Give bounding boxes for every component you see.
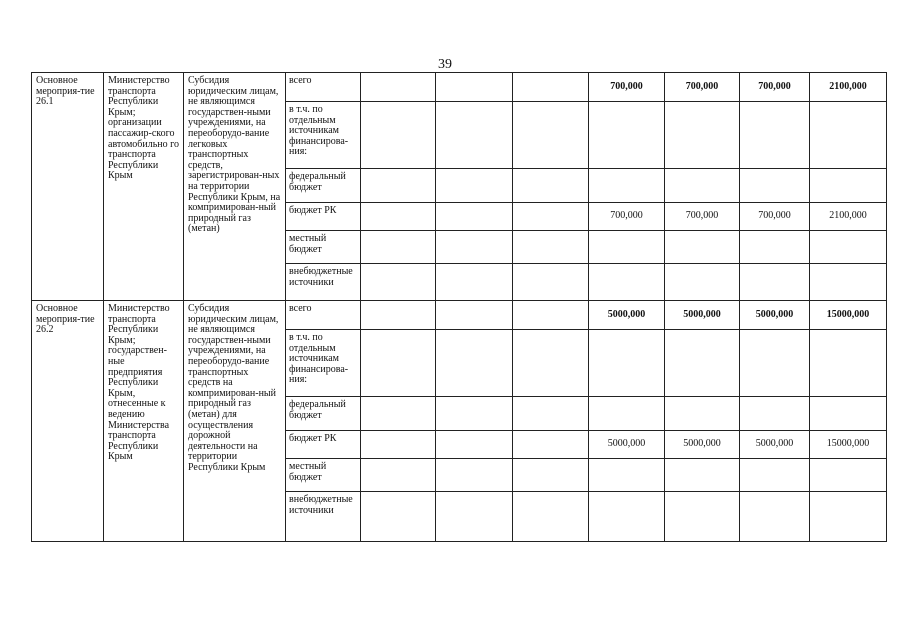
- empty-cell: [513, 459, 589, 492]
- empty-cell: [436, 264, 513, 301]
- empty-cell: [361, 264, 436, 301]
- year-value-cell: [740, 264, 810, 301]
- year-value-cell: [589, 231, 665, 264]
- empty-cell: [436, 459, 513, 492]
- year-value-cell: 700,000: [665, 203, 740, 231]
- empty-cell: [513, 330, 589, 397]
- year-value-cell: [589, 397, 665, 431]
- year-value-cell: 5000,000: [740, 301, 810, 330]
- year-value-cell: [665, 102, 740, 169]
- funding-source-cell: федеральный бюджет: [286, 397, 361, 431]
- empty-cell: [436, 301, 513, 330]
- total-value-cell: [810, 330, 887, 397]
- empty-cell: [513, 73, 589, 102]
- year-value-cell: [665, 169, 740, 203]
- year-value-cell: [665, 459, 740, 492]
- year-value-cell: [740, 397, 810, 431]
- total-value-cell: [810, 102, 887, 169]
- empty-cell: [436, 492, 513, 542]
- year-value-cell: [740, 330, 810, 397]
- total-value-cell: [810, 459, 887, 492]
- table-row: [32, 73, 887, 102]
- year-value-cell: [665, 264, 740, 301]
- empty-cell: [513, 169, 589, 203]
- year-value-cell: [740, 102, 810, 169]
- funding-source-cell: всего: [286, 73, 361, 102]
- empty-cell: [436, 397, 513, 431]
- empty-cell: [513, 431, 589, 459]
- year-value-cell: 700,000: [589, 203, 665, 231]
- table-body: [32, 73, 887, 542]
- funding-source-cell: местный бюджет: [286, 231, 361, 264]
- total-value-cell: 15000,000: [810, 431, 887, 459]
- empty-cell: [361, 73, 436, 102]
- funding-source-cell: федеральный бюджет: [286, 169, 361, 203]
- empty-cell: [361, 330, 436, 397]
- budget-table: [31, 72, 887, 542]
- executor-cell: Министерство транспорта Республики Крым; государствен-ные предприятия Республики Крым, отнесенные к ведению Министерства транспорта Республики Крым: [104, 301, 184, 542]
- empty-cell: [513, 264, 589, 301]
- empty-cell: [436, 231, 513, 264]
- empty-cell: [436, 203, 513, 231]
- empty-cell: [513, 102, 589, 169]
- empty-cell: [513, 203, 589, 231]
- empty-cell: [436, 73, 513, 102]
- empty-cell: [361, 492, 436, 542]
- measure-cell: Основное мероприя-тие 26.2: [32, 301, 104, 542]
- year-value-cell: [665, 492, 740, 542]
- year-value-cell: 700,000: [740, 203, 810, 231]
- empty-cell: [513, 231, 589, 264]
- year-value-cell: [589, 264, 665, 301]
- empty-cell: [436, 330, 513, 397]
- total-value-cell: [810, 169, 887, 203]
- funding-source-cell: внебюджетные источники: [286, 492, 361, 542]
- year-value-cell: 5000,000: [665, 301, 740, 330]
- description-cell: Субсидия юридическим лицам, не являющимся государствен-ными учреждениями, на переоборудо-вание транспортных средств на компримирован-ный природный газ (метан) для осуществления дорожной деятельности на территории Республики Крым: [184, 301, 286, 542]
- year-value-cell: [665, 397, 740, 431]
- year-value-cell: [589, 330, 665, 397]
- empty-cell: [361, 301, 436, 330]
- empty-cell: [361, 431, 436, 459]
- year-value-cell: 700,000: [665, 73, 740, 102]
- year-value-cell: 5000,000: [589, 431, 665, 459]
- page-number: 39: [438, 57, 452, 72]
- empty-cell: [361, 397, 436, 431]
- funding-source-cell: внебюджетные источники: [286, 264, 361, 301]
- total-value-cell: 15000,000: [810, 301, 887, 330]
- year-value-cell: [589, 169, 665, 203]
- total-value-cell: [810, 264, 887, 301]
- table-row: [32, 301, 887, 330]
- year-value-cell: [589, 492, 665, 542]
- empty-cell: [513, 492, 589, 542]
- empty-cell: [513, 301, 589, 330]
- year-value-cell: [665, 330, 740, 397]
- year-value-cell: 700,000: [589, 73, 665, 102]
- total-value-cell: [810, 397, 887, 431]
- empty-cell: [361, 231, 436, 264]
- empty-cell: [436, 431, 513, 459]
- total-value-cell: [810, 231, 887, 264]
- funding-source-cell: всего: [286, 301, 361, 330]
- year-value-cell: 700,000: [740, 73, 810, 102]
- executor-cell: Министерство транспорта Республики Крым; организации пассажир-ского автомобильно го транспорта Республики Крым: [104, 73, 184, 301]
- year-value-cell: 5000,000: [589, 301, 665, 330]
- total-value-cell: 2100,000: [810, 73, 887, 102]
- year-value-cell: [740, 231, 810, 264]
- funding-source-cell: местный бюджет: [286, 459, 361, 492]
- year-value-cell: [589, 102, 665, 169]
- empty-cell: [361, 169, 436, 203]
- empty-cell: [361, 203, 436, 231]
- funding-source-cell: в т.ч. по отдельным источникам финансирова-ния:: [286, 330, 361, 397]
- funding-source-cell: бюджет РК: [286, 203, 361, 231]
- measure-cell: Основное мероприя-тие 26.1: [32, 73, 104, 301]
- year-value-cell: 5000,000: [740, 431, 810, 459]
- description-cell: Субсидия юридическим лицам, не являющимся государствен-ными учреждениями, на переоборудо-вание легковых транспортных средств, зарегистрирован-ных на территории Республики Крым, на компримирован-ный природный газ (метан): [184, 73, 286, 301]
- empty-cell: [436, 169, 513, 203]
- year-value-cell: 5000,000: [665, 431, 740, 459]
- empty-cell: [361, 102, 436, 169]
- empty-cell: [436, 102, 513, 169]
- funding-source-cell: в т.ч. по отдельным источникам финансирова-ния:: [286, 102, 361, 169]
- year-value-cell: [665, 231, 740, 264]
- total-value-cell: 2100,000: [810, 203, 887, 231]
- total-value-cell: [810, 492, 887, 542]
- year-value-cell: [740, 459, 810, 492]
- year-value-cell: [589, 459, 665, 492]
- funding-source-cell: бюджет РК: [286, 431, 361, 459]
- empty-cell: [513, 397, 589, 431]
- year-value-cell: [740, 492, 810, 542]
- year-value-cell: [740, 169, 810, 203]
- empty-cell: [361, 459, 436, 492]
